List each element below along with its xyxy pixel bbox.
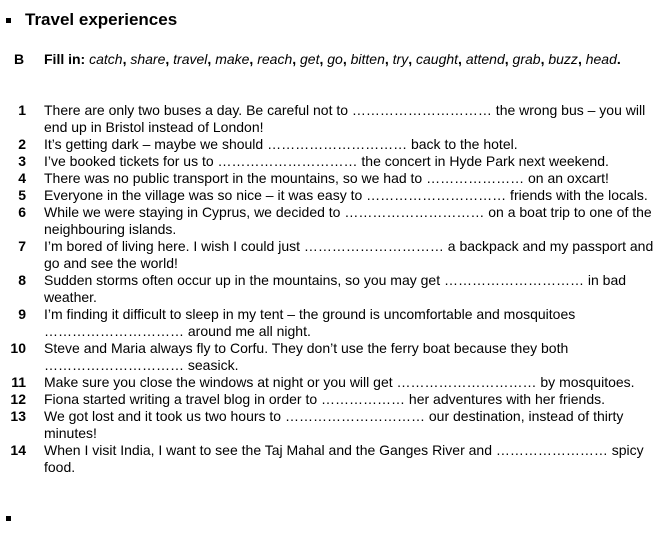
exercise-item — [8, 102, 656, 136]
exercise-item — [8, 442, 656, 476]
item-number: 5 — [18, 187, 26, 203]
exercise-item — [8, 153, 656, 170]
item-number: 11 — [11, 374, 26, 390]
word-bank-word: reach — [257, 51, 293, 67]
item-sentence: I’m finding it difficult to sleep in my tent – the ground is uncomfortable and mosquitoes ………………………… around me all night. — [44, 306, 576, 339]
word-bank-word: grab — [512, 51, 541, 67]
word-separator: , — [122, 51, 127, 67]
item-sentence: It’s getting dark – maybe we should ………………………… back to the hotel. — [44, 136, 518, 152]
item-number: 1 — [18, 102, 26, 118]
word-bank-word: caught — [416, 51, 459, 67]
item-number: 9 — [18, 306, 26, 322]
exercise-item — [8, 204, 656, 238]
exercise-item — [8, 136, 656, 153]
end-bullet-icon — [6, 516, 11, 521]
word-bank-word: attend — [465, 51, 505, 67]
item-sentence: Everyone in the village was so nice – it was easy to ………………………… friends with the locals. — [44, 187, 648, 203]
word-bank-word: make — [215, 51, 250, 67]
word-separator: , — [292, 51, 297, 67]
item-sentence: There was no public transport in the mountains, so we had to ………………… on an oxcart! — [44, 170, 609, 186]
word-separator: , — [319, 51, 324, 67]
word-separator: , — [458, 51, 462, 67]
item-number: 3 — [18, 153, 26, 169]
word-separator: , — [408, 51, 413, 67]
word-bank-word: go — [327, 51, 343, 67]
word-separator: , — [207, 51, 212, 67]
exercise-item — [8, 238, 656, 272]
page-title: Travel experiences — [25, 10, 178, 29]
item-number: 2 — [18, 136, 26, 152]
item-sentence: Sudden storms often occur up in the mountains, so you may get ………………………… in bad weather. — [44, 272, 627, 305]
item-sentence: Steve and Maria always fly to Corfu. They don’t use the ferry boat because they both ………………………… seasick. — [44, 340, 569, 373]
title-bullet-icon — [6, 18, 11, 23]
exercise-item — [8, 391, 656, 408]
word-bank-word: get — [300, 51, 320, 67]
item-sentence: Make sure you close the windows at night or you will get ………………………… by mosquitoes. — [44, 374, 635, 390]
item-sentence: There are only two buses a day. Be careful not to ………………………… the wrong bus – you will end up in Bristol instead of London! — [44, 102, 646, 135]
item-sentence: I’m bored of living here. I wish I could just ………………………… a backpack and my passport and go and see the world! — [44, 238, 654, 271]
exercise-item — [8, 306, 656, 340]
word-separator: , — [504, 51, 509, 67]
fill-in-label: Fill in: — [44, 51, 86, 67]
item-number: 6 — [18, 204, 26, 220]
item-number: 13 — [10, 408, 26, 424]
item-number: 4 — [18, 170, 26, 186]
word-bank-word: try — [392, 51, 409, 67]
item-number: 7 — [18, 238, 26, 254]
exercise-item — [8, 187, 656, 204]
exercise-item — [8, 170, 656, 187]
word-bank-word: share — [130, 51, 166, 67]
item-sentence: We got lost and it took us two hours to ………………………… our destination, instead of thirty minutes! — [44, 408, 624, 441]
item-sentence: While we were staying in Cyprus, we decided to ………………………… on a boat trip to one of the neighbouring islands. — [44, 204, 652, 237]
word-bank-word: buzz — [548, 51, 578, 67]
item-sentence: Fiona started writing a travel blog in order to ……………… her adventures with her friends. — [44, 391, 606, 407]
item-number: 10 — [10, 340, 26, 356]
word-separator: , — [384, 51, 389, 67]
word-separator: , — [165, 51, 170, 67]
item-number: 14 — [10, 442, 26, 458]
word-bank-word: head — [585, 51, 617, 67]
word-separator: , — [342, 51, 347, 67]
word-separator: , — [540, 51, 545, 67]
exercise-item — [8, 272, 656, 306]
word-bank-word: bitten — [350, 51, 385, 67]
section-letter: B — [14, 51, 25, 67]
title-row — [6, 10, 177, 30]
exercise-items — [8, 102, 656, 476]
item-sentence: I’ve booked tickets for us to ………………………… the concert in Hyde Park next weekend. — [44, 153, 609, 169]
word-bank — [89, 51, 621, 67]
exercise-item — [8, 340, 656, 374]
word-bank-word: travel — [173, 51, 208, 67]
word-separator: , — [249, 51, 254, 67]
word-separator: . — [616, 51, 621, 67]
item-number: 8 — [18, 272, 26, 288]
word-bank-word: catch — [89, 51, 123, 67]
item-number: 12 — [10, 391, 26, 407]
exercise-item — [8, 374, 656, 391]
fill-in-instructions — [44, 50, 644, 68]
exercise-item — [8, 408, 656, 442]
item-sentence: When I visit India, I want to see the Taj Mahal and the Ganges River and …………………… spicy food. — [44, 442, 644, 475]
word-separator: , — [577, 51, 582, 67]
